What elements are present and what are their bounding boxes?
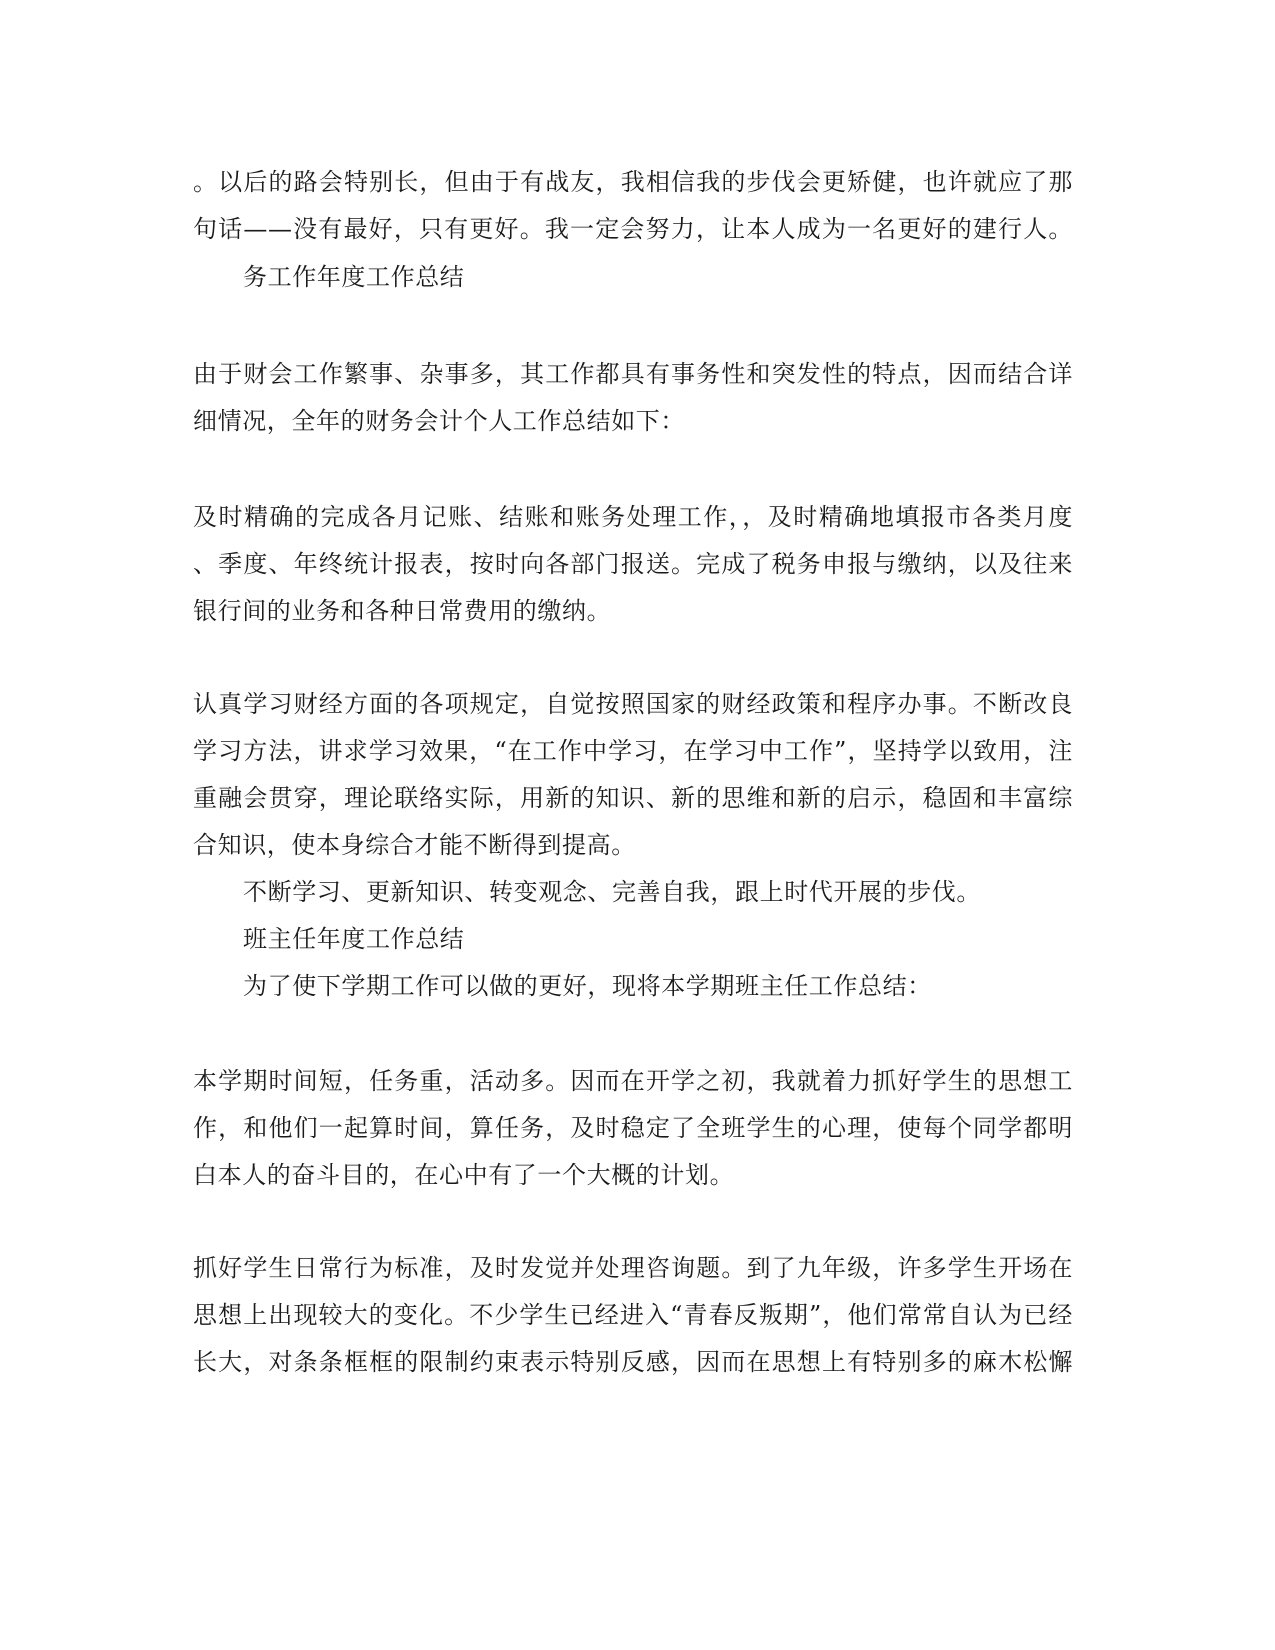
paragraph-line: 。以后的路会特别长，但由于有战友，我相信我的步伐会更矫健，也许就应了那: [193, 168, 1073, 196]
paragraph-line: 抓好学生日常行为标准，及时发觉并处理咨询题。到了九年级，许多学生开场在: [193, 1254, 1073, 1282]
paragraph-line: 合知识，使本身综合才能不断得到提高。: [193, 831, 636, 859]
paragraph-line: 银行间的业务和各种日常费用的缴纳。: [193, 597, 612, 625]
paragraph-line: 为了使下学期工作可以做的更好，现将本学期班主任工作总结：: [243, 972, 932, 1000]
paragraph-line: 长大，对条条框框的限制约束表示特别反感，因而在思想上有特别多的麻木松懈: [193, 1348, 1073, 1376]
paragraph-line: 本学期时间短，任务重，活动多。因而在开学之初，我就着力抓好学生的思想工: [193, 1067, 1073, 1095]
paragraph-line: 句话——没有最好，只有更好。我一定会努力，让本人成为一名更好的建行人。: [193, 215, 1073, 243]
paragraph-line: 细情况，全年的财务会计个人工作总结如下：: [193, 407, 685, 435]
paragraph-line: 及时精确的完成各月记账、结账和账务处理工作，，及时精确地填报市各类月度: [193, 503, 1073, 531]
paragraph-line: 作，和他们一起算时间，算任务，及时稳定了全班学生的心理，使每个同学都明: [193, 1114, 1073, 1142]
paragraph-line: 、季度、年终统计报表，按时向各部门报送。完成了税务申报与缴纳，以及往来: [193, 550, 1073, 578]
paragraph-line: 由于财会工作繁事、杂事多，其工作都具有事务性和突发性的特点，因而结合详: [193, 360, 1073, 388]
paragraph-line: 白本人的奋斗目的，在心中有了一个大概的计划。: [193, 1161, 735, 1189]
paragraph-line: 重融会贯穿，理论联络实际，用新的知识、新的思维和新的启示，稳固和丰富综: [193, 784, 1073, 812]
section-heading: 务工作年度工作总结: [243, 263, 465, 291]
paragraph-line: 不断学习、更新知识、转变观念、完善自我，跟上时代开展的步伐。: [243, 878, 981, 906]
section-heading: 班主任年度工作总结: [243, 925, 465, 953]
paragraph-line: 思想上出现较大的变化。不少学生已经进入“青春反叛期”，他们常常自认为已经: [193, 1301, 1073, 1329]
paragraph-line: 学习方法，讲求学习效果，“在工作中学习，在学习中工作”，坚持学以致用，注: [193, 737, 1073, 765]
paragraph-line: 认真学习财经方面的各项规定，自觉按照国家的财经政策和程序办事。不断改良: [193, 690, 1073, 718]
